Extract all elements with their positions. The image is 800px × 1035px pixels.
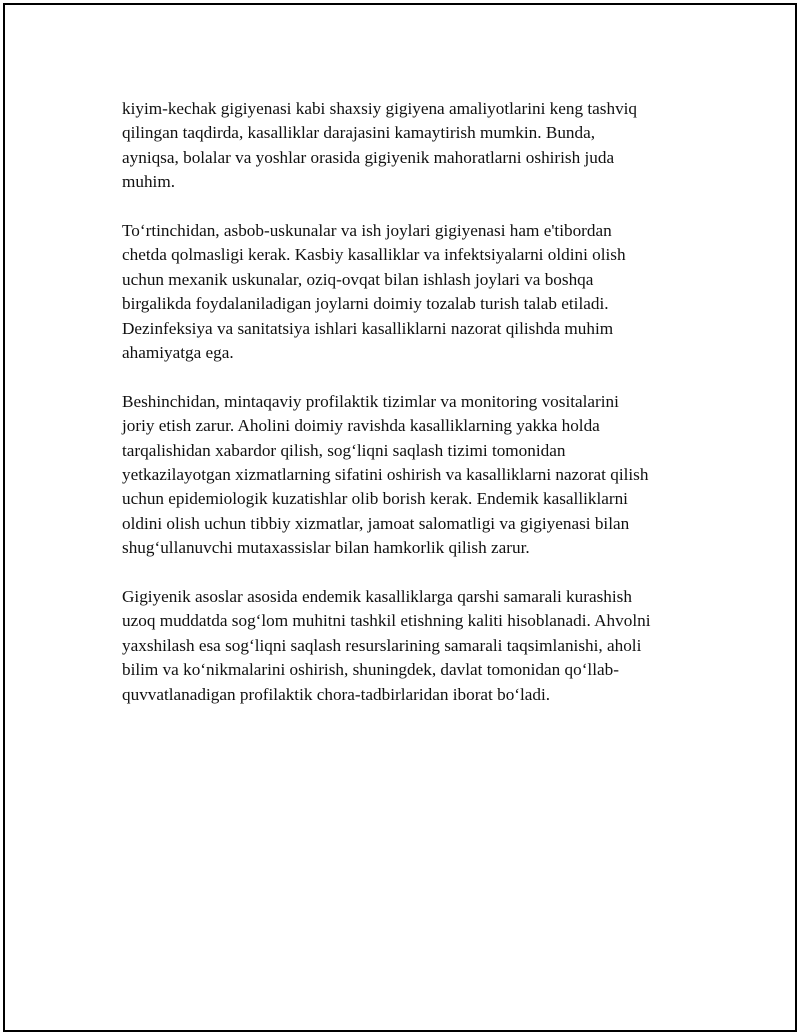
document-body xyxy=(122,97,702,732)
paragraph-fifth-monitoring: Beshinchidan, mintaqaviy profilaktik tizimlar va monitoring vositalarini joriy etish zarur. Aholini doimiy ravishda kasalliklarning yakka holda tarqalishidan xabardor qilish, sog‘liqni saqlash tizimi tomonidan yetkazilayotgan xizmatlarning sifatini oshirish va kasalliklarni nazorat qilish uchun epidemiologik kuzatishlar olib borish kerak. Endemik kasalliklarni oldini olish uchun tibbiy xizmatlar, jamoat salomatligi va gigiyenasi bilan shug‘ullanuvchi mutaxassislar bilan hamkorlik qilish zarur. xyxy=(122,391,649,558)
paragraph-conclusion: Gigiyenik asoslar asosida endemik kasalliklarga qarshi samarali kurashish uzoq muddatda sog‘lom muhitni tashkil etishning kaliti hisoblanadi. Ahvolni yaxshilash esa sog‘liqni saqlash resurslarining samarali taqsimlanishi, aholi bilim va ko‘nikmalarini oshirish, shuningdek, davlat tomonidan qo‘llab- quvvatlanadigan profilaktik chora-tadbirlaridan iborat bo‘ladi. xyxy=(122,587,651,704)
paragraph-fourth-equipment-hygiene: To‘rtinchidan, asbob-uskunalar va ish joylari gigiyenasi ham e'tibordan chetda qolmasligi kerak. Kasbiy kasalliklar va infektsiyalarni oldini olish uchun mexanik uskunalar, oziq-ovqat bilan ishlash joylari va boshqa birgalikda foydalaniladigan joylarni doimiy tozalab turish talab etiladi. Dezinfeksiya va sanitatsiya ishlari kasalliklarni nazorat qilishda muhim ahamiyatga ega. xyxy=(122,221,626,363)
page-frame xyxy=(3,3,797,1032)
paragraph-hygiene-practices: kiyim-kechak gigiyenasi kabi shaxsiy gigiyena amaliyotlarini keng tashviq qilingan taqdirda, kasalliklar darajasini kamaytirish mumkin. Bunda, ayniqsa, bolalar va yoshlar orasida gigiyenik mahoratlarni oshirish juda muhim. xyxy=(122,99,638,192)
